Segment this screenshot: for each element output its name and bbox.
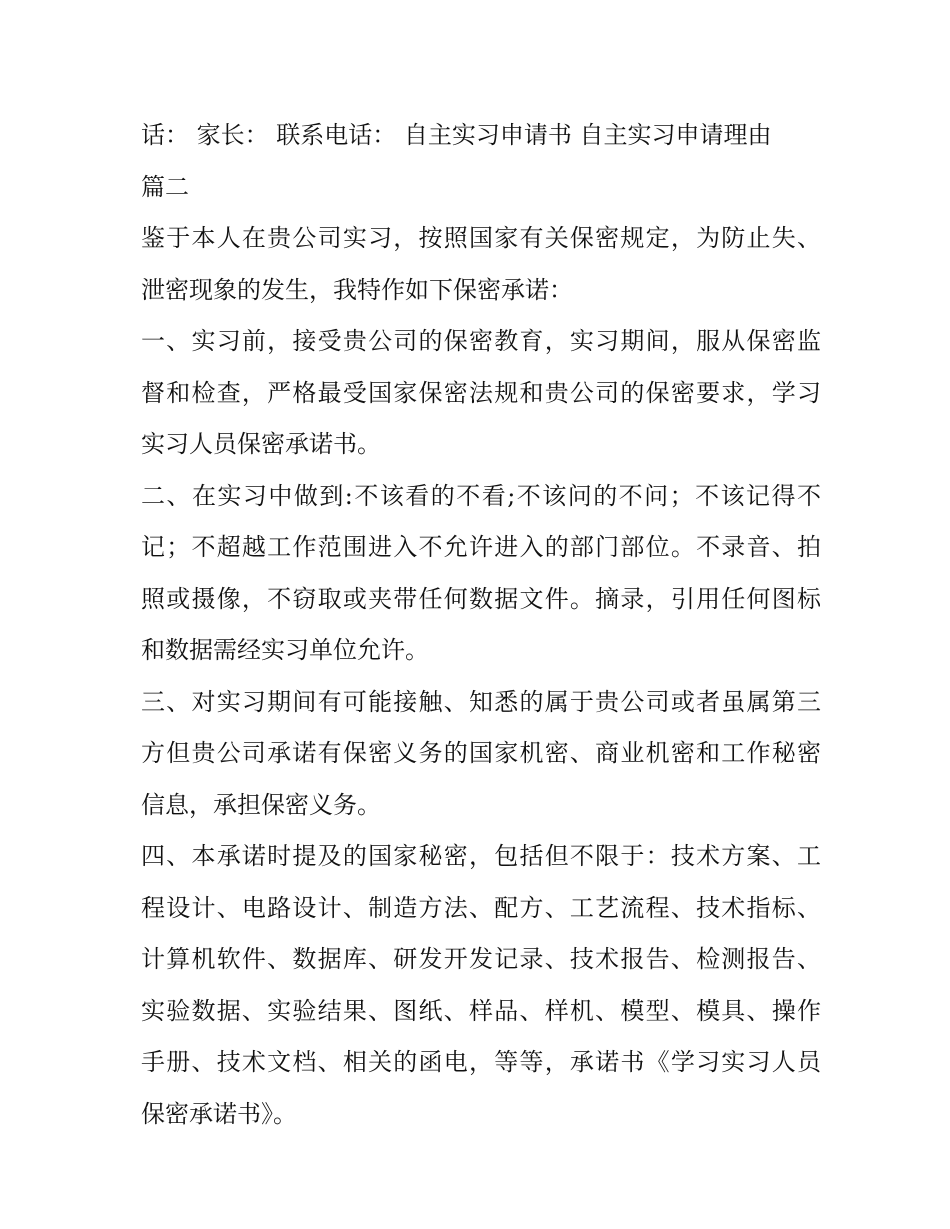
text-line: 和数据需经实习单位允许。 <box>141 636 429 664</box>
text-line: 保密承诺书》。 <box>141 1099 297 1128</box>
text-line: 记；不超越工作范围进入不允许进入的部门部位。不录音、拍 <box>141 533 821 561</box>
text-line: 方但贵公司承诺有保密义务的国家机密、商业机密和工作秘密 <box>141 739 821 767</box>
text-line: 程设计、电路设计、制造方法、配方、工艺流程、技术指标、 <box>141 893 821 922</box>
text-line: 泄密现象的发生，我特作如下保密承诺： <box>141 275 573 304</box>
text-line: 照或摄像，不窃取或夹带任何数据文件。摘录，引用任何图标 <box>141 584 821 613</box>
text-line: 二、在实习中做到:不该看的不看;不该问的不问；不该记得不 <box>141 481 821 510</box>
text-line: 一、实习前，接受贵公司的保密教育，实习期间，服从保密监 <box>141 327 821 355</box>
text-line: 计算机软件、数据库、研发开发记录、技术报告、检测报告、 <box>141 945 821 973</box>
text-line: 篇二 <box>141 172 189 201</box>
text-line: 实习人员保密承诺书。 <box>141 430 381 458</box>
text-line: 手册、技术文档、相关的函电，等等，承诺书《学习实习人员 <box>141 1048 821 1076</box>
text-line: 信息，承担保密义务。 <box>141 790 381 819</box>
text-line: 三、对实习期间有可能接触、知悉的属于贵公司或者虽属第三 <box>141 687 821 716</box>
text-line: 鉴于本人在贵公司实习，按照国家有关保密规定，为防止失、 <box>141 224 821 252</box>
text-line: 话： 家长： 联系电话： 自主实习申请书 自主实习申请理由 <box>141 121 772 149</box>
text-line: 实验数据、实验结果、图纸、样品、样机、模型、模具、操作 <box>141 996 821 1025</box>
document-body <box>141 110 821 1140</box>
text-line: 督和检查，严格最受国家保密法规和贵公司的保密要求，学习 <box>141 378 821 407</box>
text-line: 四、本承诺时提及的国家秘密，包括但不限于：技术方案、工 <box>141 842 821 870</box>
